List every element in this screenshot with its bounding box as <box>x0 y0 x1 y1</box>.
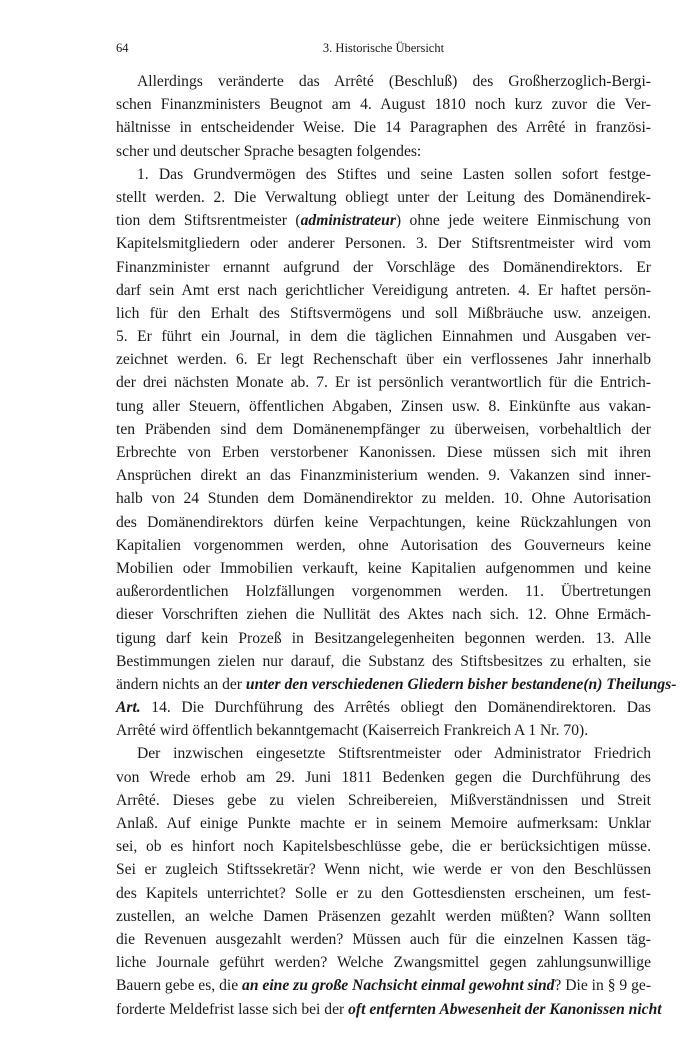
emphasized-text: administrateur <box>300 212 396 230</box>
text-segment: halb von 24 Stunden dem Domänendirektor zu melden. 10. Ohne Autorisation <box>116 490 651 508</box>
text-line <box>116 650 651 673</box>
text-segment: Anlaß. Auf einige Punkte machte er in seinem Memoire aufmerksam: Unklar <box>116 815 651 832</box>
text-line <box>116 325 651 348</box>
running-head <box>116 41 651 61</box>
text-segment: tion dem Stiftsrentmeister ( <box>116 212 301 230</box>
text-segment: hältnisse in entscheidender Weise. Die 14 Paragraphen des Arrêté in französi- <box>116 119 651 137</box>
text-line <box>116 858 651 881</box>
text-segment: Arrêté wird öffentlich bekanntgemacht (Kaiserreich Frankreich A 1 Nr. 70). <box>116 722 589 740</box>
text-line <box>116 627 651 650</box>
text-line <box>116 418 651 441</box>
text-line <box>116 487 651 510</box>
text-segment: Kapitalien vorgenommen werden, ohne Autorisation des Gouverneurs keine <box>116 536 651 554</box>
text-segment: Allerdings veränderte das Arrêté (Beschluß) des Großherzoglich-Bergi- <box>137 73 651 90</box>
text-line <box>116 279 651 302</box>
text-segment: der drei nächsten Monate ab. 7. Er ist persönlich verantwortlich für die Entrich- <box>116 374 651 392</box>
text-segment: darf sein Amt erst nach gerichtlicher Vereidigung antreten. 4. Er haftet persön- <box>116 281 651 299</box>
text-line <box>116 974 651 997</box>
text-line <box>116 766 651 789</box>
text-segment: 5. Er führt ein Journal, in dem die täglichen Einnahmen und Ausgaben ver- <box>116 328 651 346</box>
text-segment: Erbrechte von Erben verstorbener Kanonissen. Diese müssen sich mit ihren <box>116 444 651 461</box>
text-line <box>116 395 651 418</box>
text-line <box>116 140 651 163</box>
text-segment: des Kapitels unterrichtet? Solle er zu den Gottesdiensten erscheinen, um fest- <box>116 884 651 902</box>
emphasized-text: unter den verschiedenen Gliedern bisher bestandene(n) Theilungs- <box>245 675 677 693</box>
text-line <box>116 93 651 116</box>
text-segment: Arrêté. Dieses gebe zu vielen Schreibereien, Mißverständnissen und Streit <box>116 791 651 809</box>
text-line <box>116 70 651 93</box>
text-line <box>116 511 651 534</box>
text-line <box>116 441 651 464</box>
text-segment: ? Die in § 9 ge- <box>554 977 652 995</box>
text-segment: 1. Das Grundvermögen des Stiftes und seine Lasten sollen sofort festge- <box>137 165 651 183</box>
text-line <box>116 256 651 279</box>
text-line <box>116 905 651 928</box>
text-line <box>116 371 651 394</box>
text-segment: zeichnet werden. 6. Er legt Rechenschaft über ein verflossenes Jahr innerhalb <box>116 351 651 369</box>
text-segment: tung aller Steuern, öffentlichen Abgaben, Zinsen usw. 8. Einkünfte aus vakan- <box>116 397 651 415</box>
text-segment: Mobilien oder Immobilien verkauft, keine Kapitalien aufgenommen und keine <box>116 559 651 577</box>
text-segment: zustellen, an welche Damen Präsenzen gezahlt werden müßten? Wann sollten <box>116 907 651 925</box>
text-segment: ) ohne jede weitere Einmischung von <box>395 212 651 230</box>
text-line <box>116 882 651 905</box>
text-segment: Kapitelsmitgliedern oder anderer Personen. 3. Der Stiftsrentmeister wird vom <box>116 235 651 253</box>
text-line <box>116 998 662 1021</box>
text-line <box>116 742 651 765</box>
text-segment: 14. Die Durchführung des Arrêtés obliegt den Domänendirektoren. Das <box>140 699 651 717</box>
text-segment: scher und deutscher Sprache besagten folgendes: <box>116 142 422 160</box>
emphasized-text: oft entfernten Abwesenheit der Kanonissen nicht <box>348 1000 662 1018</box>
body-text <box>116 70 677 1021</box>
text-line <box>116 812 651 835</box>
text-line <box>116 302 651 325</box>
chapter-title: 3. Historische Übersicht <box>322 41 445 55</box>
text-segment: Der inzwischen eingesetzte Stiftsrentmeister oder Administrator Friedrich <box>137 745 651 763</box>
text-line <box>116 557 651 580</box>
text-segment: sei, ob es hinfort noch Kapitelsbeschlüsse gebe, die er berücksichtigen müsse. <box>116 838 651 856</box>
text-segment: stellt werden. 2. Die Verwaltung obliegt unter der Leitung des Domänendirek- <box>116 188 651 206</box>
text-segment: Finanzminister ernannt aufgrund der Vorschläge des Domänendirektors. Er <box>116 258 651 276</box>
text-segment: Sei er zugleich Stiftssekretär? Wenn nicht, wie werde er von den Beschlüssen <box>116 861 651 879</box>
text-segment: schen Finanzministers Beugnot am 4. August 1810 noch kurz zuvor die Ver- <box>116 96 651 114</box>
text-segment: tigung darf kein Prozeß in Besitzangelegenheiten begonnen werden. 13. Alle <box>116 629 651 647</box>
text-segment: Bestimmungen zielen nur darauf, die Substanz des Stiftsbesitzes zu erhalten, sie <box>116 652 651 670</box>
text-line <box>116 789 651 812</box>
text-line <box>116 835 651 858</box>
text-segment: von Wrede erhob am 29. Juni 1811 Bedenken gegen die Durchführung des <box>116 768 651 786</box>
text-line <box>116 464 651 487</box>
text-line <box>116 603 651 626</box>
text-line <box>116 580 651 603</box>
text-line <box>116 951 651 974</box>
text-segment: die Revenuen ausgezahlt werden? Müssen auch für die einzelnen Kassen täg- <box>116 930 651 948</box>
text-line <box>116 534 651 557</box>
text-line <box>116 696 651 719</box>
text-segment: dieser Vorschriften ziehen die Nullität des Aktes nach sich. 12. Ohne Ermäch- <box>116 606 651 624</box>
text-segment: außerordentlichen Holzfällungen vorgenommen werden. 11. Übertretungen <box>116 583 651 601</box>
text-segment: liche Journale geführt werden? Welche Zwangsmittel gegen zahlungsunwillige <box>116 954 651 972</box>
text-line <box>116 928 651 951</box>
text-line <box>116 348 651 371</box>
text-segment: forderte Meldefrist lasse sich bei der <box>116 1000 349 1018</box>
emphasized-text: an eine zu große Nachsicht einmal gewohnt sind <box>242 977 555 995</box>
text-segment: Ansprüchen direkt an das Finanzministerium wenden. 9. Vakanzen sind inner- <box>116 467 651 485</box>
text-line <box>116 209 651 232</box>
text-segment: ten Präbenden sind dem Domänenempfänger zu überweisen, vorbehaltlich der <box>116 420 651 438</box>
text-line <box>116 719 651 742</box>
text-line <box>116 163 651 186</box>
text-segment: lich für den Erhalt des Stiftsvermögens und soll Mißbräuche usw. anzeigen. <box>116 304 651 322</box>
emphasized-text: Art. <box>116 699 141 717</box>
text-segment: ändern nichts an der <box>116 675 246 693</box>
text-line <box>116 673 677 696</box>
text-segment: Bauern gebe es, die <box>116 977 243 995</box>
text-line <box>116 232 651 255</box>
text-line <box>116 186 651 209</box>
page-number: 64 <box>116 41 129 55</box>
text-segment: des Domänendirektors dürfen keine Verpachtungen, keine Rückzahlungen von <box>116 513 651 531</box>
text-line <box>116 116 651 139</box>
